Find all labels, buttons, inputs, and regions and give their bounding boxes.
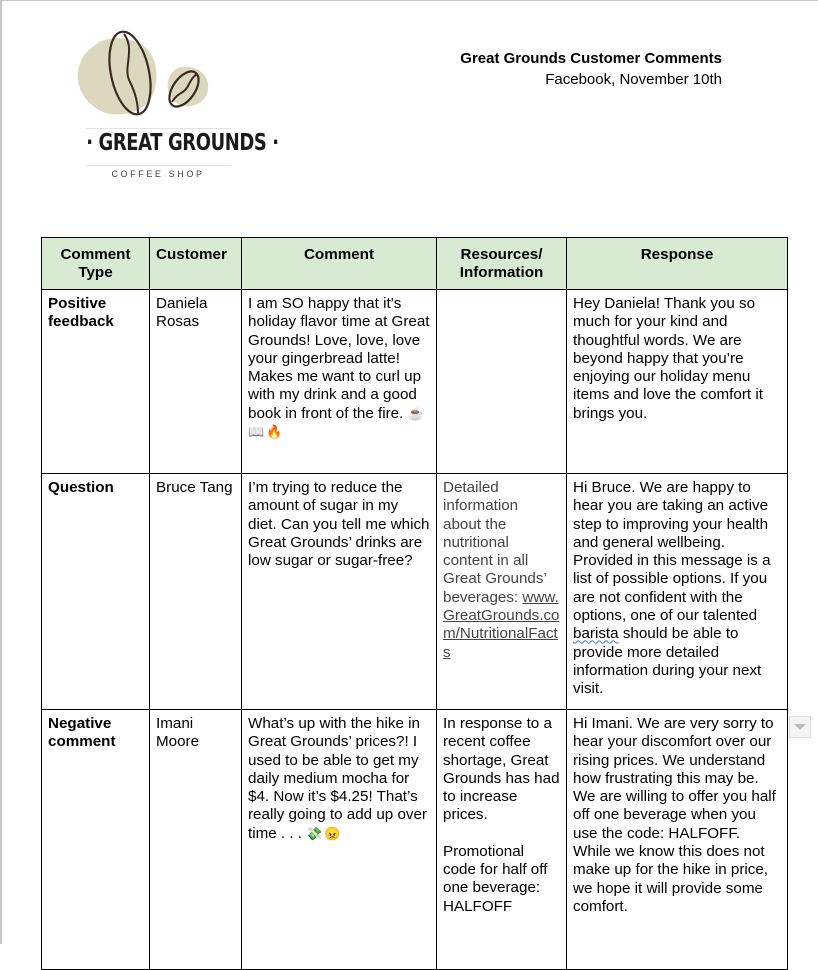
comment-type-cell[interactable]: Negative comment bbox=[42, 710, 150, 970]
logo bbox=[66, 28, 279, 188]
table-row bbox=[42, 710, 788, 970]
table-header-row bbox=[42, 238, 788, 290]
document-subtitle: Facebook, November 10th bbox=[545, 71, 722, 88]
comments-table bbox=[41, 237, 788, 970]
coffee-beans-icon bbox=[66, 28, 250, 128]
customer-cell[interactable]: Bruce Tang bbox=[150, 474, 242, 710]
response-text: Hi Imani. We are very sorry to hear your discomfort over our rising prices. We understand how frustrating this may be. We are willing to offer you half off one beverage when you use the code: HALFOFF. bbox=[573, 715, 776, 842]
comment-cell[interactable] bbox=[242, 290, 437, 474]
column-header-response[interactable]: Response bbox=[567, 238, 788, 290]
resources-cell[interactable] bbox=[437, 710, 567, 970]
comment-cell[interactable]: I’m trying to reduce the amount of sugar in my diet. Can you tell me which Great Grounds’ drinks are low sugar or sugar-free? bbox=[242, 474, 437, 710]
resources-text: Detailed information about the nutritional content in all Great Grounds’ beverages: bbox=[443, 479, 547, 606]
comment-text: What’s up with the hike in Great Grounds’ prices?! I used to be able to get my daily medium mocha for $4. Now it’s $4.25! That’s really going to add up over time . . . bbox=[248, 715, 427, 842]
response-text-cont: should be able to provide more detailed information during your next visit. bbox=[573, 625, 762, 698]
table-row bbox=[42, 290, 788, 474]
table-row bbox=[42, 474, 788, 710]
chevron-down-icon bbox=[794, 724, 806, 730]
resources-cell[interactable] bbox=[437, 474, 567, 710]
comment-type-cell[interactable]: Question bbox=[42, 474, 150, 710]
comment-type-cell[interactable]: Positive feedback bbox=[42, 290, 150, 474]
response-text-cont: While we know this does not make up for the hike in price, we hope it will provide some comfort. bbox=[573, 843, 769, 915]
promo-code-text: Promotional code for half off one beverage: HALFOFF bbox=[443, 842, 548, 915]
spellcheck-flagged-word[interactable]: barista bbox=[573, 625, 619, 643]
customer-cell[interactable]: Daniela Rosas bbox=[150, 290, 242, 474]
document-title: Great Grounds Customer Comments bbox=[460, 50, 722, 67]
customer-cell[interactable]: Imani Moore bbox=[150, 710, 242, 970]
logo-tagline: COFFEE SHOP bbox=[111, 169, 205, 179]
resources-text: In response to a recent coffee shortage, Great Grounds has had to increase prices. bbox=[443, 715, 560, 824]
response-cell[interactable] bbox=[567, 710, 788, 970]
cell-dropdown-button[interactable] bbox=[789, 716, 811, 738]
comment-cell[interactable] bbox=[242, 710, 437, 970]
column-header-customer[interactable]: Customer bbox=[150, 238, 242, 290]
response-text: Hi Bruce. We are happy to hear you are taking an active step to improving your health and general wellbeing. Provided in this message is a list of possible options. If you are not confident with the options, one of our talented bbox=[573, 479, 771, 625]
resources-cell[interactable] bbox=[437, 290, 567, 474]
column-header-comment[interactable]: Comment bbox=[242, 238, 437, 290]
logo-rule-top bbox=[86, 128, 231, 129]
logo-name: · GREAT GROUNDS · bbox=[86, 130, 279, 156]
column-header-resources[interactable]: Resources/ Information bbox=[437, 238, 567, 290]
column-header-comment-type[interactable]: Comment Type bbox=[42, 238, 150, 290]
response-cell[interactable]: Hey Daniela! Thank you so much for your kind and thoughtful words. We are beyond happy that you’re enjoying our holiday menu items and love the comfort it brings you. bbox=[567, 290, 788, 474]
logo-rule-bottom bbox=[86, 165, 231, 166]
nutrition-facts-link[interactable]: www.GreatGrounds.com/NutritionalFacts bbox=[443, 588, 560, 661]
response-cell[interactable] bbox=[567, 474, 788, 710]
emoji-money-angry-icon: 💸😠 bbox=[306, 825, 343, 841]
emoji-coffee-book-fire-icon: ☕📖🔥 bbox=[248, 405, 426, 440]
comment-text: I am SO happy that it’s holiday flavor time at Great Grounds! Love, love, love your gingerbread latte! Makes me want to curl up with my drink and a good book in front of the fire. bbox=[248, 295, 430, 422]
